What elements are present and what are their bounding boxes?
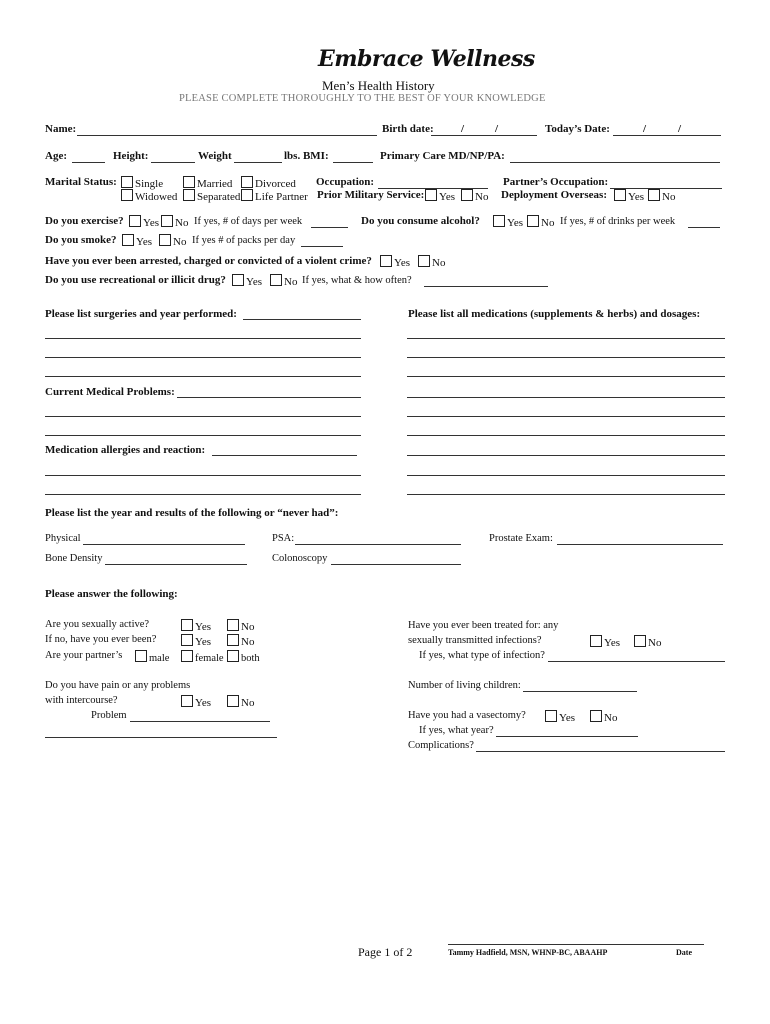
- form-subtitle: PLEASE COMPLETE THOROUGHLY TO THE BEST OF YOUR KNOWLEDGE: [179, 93, 546, 104]
- birth-date-label: Birth date:: [382, 123, 434, 135]
- surgeries-field-1[interactable]: [45, 338, 361, 339]
- vasectomy-no-checkbox[interactable]: [590, 710, 602, 722]
- medications-field-3[interactable]: [407, 376, 725, 377]
- male-label: male: [149, 653, 170, 664]
- exercise-yes-label: Yes: [143, 217, 160, 229]
- separated-option[interactable]: [183, 189, 240, 203]
- ever-no-option[interactable]: [227, 634, 254, 648]
- medications-field-5[interactable]: [407, 416, 725, 417]
- surgeries-label: Please list surgeries and year performed:: [45, 308, 237, 320]
- active-yes-option[interactable]: [181, 619, 211, 633]
- surgeries-field-2[interactable]: [45, 357, 361, 358]
- today-sep-1: /: [643, 123, 647, 135]
- arrested-no-label: No: [432, 257, 446, 269]
- sti-type-field[interactable]: [548, 661, 725, 662]
- age-field[interactable]: [72, 162, 105, 163]
- deploy-no-checkbox[interactable]: [648, 189, 660, 201]
- military-yes-label: Yes: [439, 191, 456, 203]
- widowed-checkbox[interactable]: [121, 189, 133, 201]
- smoke-yes-label: Yes: [136, 236, 153, 248]
- surgeries-field-0[interactable]: [243, 319, 361, 320]
- ever-yes-option[interactable]: [181, 634, 211, 648]
- smoke-no-checkbox[interactable]: [159, 234, 171, 246]
- drugs-often-field[interactable]: [424, 286, 548, 287]
- physical-field[interactable]: [83, 544, 245, 545]
- sexually-active-question: Are you sexually active?: [45, 619, 150, 630]
- name-field[interactable]: [77, 135, 377, 136]
- birth-date-field[interactable]: [431, 135, 537, 136]
- allergies-field-1[interactable]: [45, 475, 361, 476]
- female-checkbox[interactable]: [181, 650, 193, 662]
- today-sep-2: /: [678, 123, 682, 135]
- active-yes-checkbox[interactable]: [181, 619, 193, 631]
- drugs-yes-option[interactable]: [232, 274, 262, 288]
- logo: Embrace Wellness: [318, 46, 535, 72]
- drugs-yes-label: Yes: [246, 276, 263, 288]
- sti-question-line1: Have you ever been treated for: any: [408, 620, 559, 631]
- problem-field[interactable]: [130, 721, 270, 722]
- surgeries-field-3[interactable]: [45, 376, 361, 377]
- single-option[interactable]: [121, 176, 163, 190]
- single-label: Single: [135, 178, 164, 190]
- page-indicator: [358, 945, 412, 960]
- medications-field-2[interactable]: [407, 357, 725, 358]
- complications-label: Complications?: [408, 740, 474, 751]
- vasectomy-no-option[interactable]: [590, 710, 617, 724]
- alcohol-yes-label: Yes: [507, 217, 524, 229]
- exercise-days-label: If yes, # of days per week: [194, 216, 303, 227]
- pain-yes-option[interactable]: [181, 695, 211, 709]
- active-no-label: No: [241, 621, 255, 633]
- divorced-label: Divorced: [255, 178, 296, 190]
- sti-no-label: No: [648, 637, 662, 649]
- answer-following-label: Please answer the following:: [45, 588, 178, 600]
- exercise-question: Do you exercise?: [45, 215, 124, 227]
- medications-field-1[interactable]: [407, 338, 725, 339]
- drugs-no-checkbox[interactable]: [270, 274, 282, 286]
- deploy-yes-checkbox[interactable]: [614, 189, 626, 201]
- exercise-days-field[interactable]: [311, 227, 348, 228]
- both-option[interactable]: [227, 650, 260, 664]
- vasectomy-year-field[interactable]: [496, 736, 638, 737]
- todays-date-field[interactable]: [613, 135, 721, 136]
- partners-question: Are your partner’s: [45, 650, 123, 661]
- deploy-no-label: No: [662, 191, 676, 203]
- pain-no-option[interactable]: [227, 695, 254, 709]
- ever-no-checkbox[interactable]: [227, 634, 239, 646]
- both-checkbox[interactable]: [227, 650, 239, 662]
- page-label: Page: [358, 945, 382, 959]
- exercise-no-option[interactable]: [161, 215, 188, 229]
- primary-care-label: Primary Care MD/NP/PA:: [380, 150, 505, 162]
- smoke-yes-option[interactable]: [122, 234, 152, 248]
- smoke-no-label: No: [173, 236, 187, 248]
- prostate-label: Prostate Exam:: [489, 533, 553, 544]
- widowed-option[interactable]: [121, 189, 177, 203]
- male-option[interactable]: [135, 650, 169, 664]
- pain-no-label: No: [241, 697, 255, 709]
- todays-date-label: Today’s Date:: [545, 123, 610, 135]
- arrested-no-option[interactable]: [418, 255, 445, 269]
- arrested-yes-option[interactable]: [380, 255, 410, 269]
- page-total: 2: [406, 945, 413, 959]
- ever-been-question: If no, have you ever been?: [45, 634, 157, 645]
- pain-question-line1: Do you have pain or any problems: [45, 680, 191, 691]
- psa-field[interactable]: [295, 544, 461, 545]
- sti-no-checkbox[interactable]: [634, 635, 646, 647]
- life-partner-checkbox[interactable]: [241, 189, 253, 201]
- allergies-label: Medication allergies and reaction:: [45, 444, 206, 456]
- alcohol-yes-option[interactable]: [493, 215, 523, 229]
- married-label: Married: [197, 178, 233, 190]
- form-title: Men’s Health History: [322, 78, 435, 93]
- arrested-yes-label: Yes: [394, 257, 411, 269]
- military-no-checkbox[interactable]: [461, 189, 473, 201]
- signature-line[interactable]: [448, 944, 704, 945]
- medications-field-7[interactable]: [407, 455, 725, 456]
- medications-field-6[interactable]: [407, 435, 725, 436]
- deploy-no-option[interactable]: [648, 189, 675, 203]
- medications-field-4[interactable]: [407, 397, 725, 398]
- pain-no-checkbox[interactable]: [227, 695, 239, 707]
- date-label: Date: [676, 948, 692, 957]
- sti-question-line2: sexually transmitted infections?: [408, 635, 542, 646]
- alcohol-drinks-label: If yes, # of drinks per week: [560, 216, 676, 227]
- lbs-bmi-label: lbs. BMI:: [284, 150, 329, 162]
- weight-field[interactable]: [234, 162, 282, 163]
- drugs-no-option[interactable]: [270, 274, 297, 288]
- married-checkbox[interactable]: [183, 176, 195, 188]
- height-label: Height:: [113, 150, 149, 162]
- complications-field[interactable]: [476, 751, 725, 752]
- bone-density-field[interactable]: [105, 564, 247, 565]
- medications-field-8[interactable]: [407, 475, 725, 476]
- physical-label: Physical: [45, 533, 81, 544]
- alcohol-no-label: No: [541, 217, 555, 229]
- separated-checkbox[interactable]: [183, 189, 195, 201]
- active-no-checkbox[interactable]: [227, 619, 239, 631]
- drugs-often-label: If yes, what & how often?: [302, 275, 412, 286]
- children-field[interactable]: [523, 691, 637, 692]
- sti-no-option[interactable]: [634, 635, 661, 649]
- allergies-field-2[interactable]: [45, 494, 361, 495]
- vasectomy-question: Have you had a vasectomy?: [408, 710, 526, 721]
- married-option[interactable]: [183, 176, 232, 190]
- occupation-label: Occupation:: [316, 176, 375, 188]
- active-yes-label: Yes: [195, 621, 212, 633]
- year-results-label: Please list the year and results of the following or “never had”:: [45, 507, 339, 519]
- medications-label: Please list all medications (supplements & herbs) and dosages:: [408, 308, 701, 320]
- arrested-yes-checkbox[interactable]: [380, 255, 392, 267]
- arrested-no-checkbox[interactable]: [418, 255, 430, 267]
- age-label: Age:: [45, 150, 67, 162]
- military-yes-checkbox[interactable]: [425, 189, 437, 201]
- smoke-question: Do you smoke?: [45, 234, 117, 246]
- sti-yes-checkbox[interactable]: [590, 635, 602, 647]
- widowed-label: Widowed: [135, 191, 178, 203]
- vasectomy-no-label: No: [604, 712, 618, 724]
- drugs-no-label: No: [284, 276, 298, 288]
- pain-question-line2: with intercourse?: [45, 695, 118, 706]
- height-field[interactable]: [151, 162, 195, 163]
- problem-field-2[interactable]: [45, 737, 277, 738]
- deploy-yes-option[interactable]: [614, 189, 644, 203]
- alcohol-no-checkbox[interactable]: [527, 215, 539, 227]
- smoke-yes-checkbox[interactable]: [122, 234, 134, 246]
- pain-yes-checkbox[interactable]: [181, 695, 193, 707]
- ever-no-label: No: [241, 636, 255, 648]
- vasectomy-yes-label: Yes: [559, 712, 576, 724]
- page-number: 1: [384, 945, 391, 959]
- page-of: of: [393, 945, 404, 959]
- weight-label: Weight: [198, 150, 232, 162]
- vasectomy-year-label: If yes, what year?: [419, 725, 494, 736]
- sti-yes-option[interactable]: [590, 635, 620, 649]
- life-partner-label: Life Partner: [255, 191, 308, 203]
- bmi-field[interactable]: [333, 162, 373, 163]
- prostate-field[interactable]: [557, 544, 723, 545]
- military-yes-option[interactable]: [425, 189, 455, 203]
- name-label: Name:: [45, 123, 77, 135]
- drugs-yes-checkbox[interactable]: [232, 274, 244, 286]
- female-option[interactable]: [181, 650, 224, 664]
- divorced-option[interactable]: [241, 176, 296, 190]
- alcohol-no-option[interactable]: [527, 215, 554, 229]
- problem-label: Problem: [91, 710, 127, 721]
- ever-yes-checkbox[interactable]: [181, 634, 193, 646]
- vasectomy-yes-checkbox[interactable]: [545, 710, 557, 722]
- signature-label: Tammy Hadfield, MSN, WHNP-BC, ABAAHP: [448, 948, 608, 957]
- partners-occupation-label: Partner’s Occupation:: [503, 176, 609, 188]
- drugs-question: Do you use recreational or illicit drug?: [45, 274, 226, 286]
- primary-care-field[interactable]: [510, 162, 720, 163]
- psa-label: PSA:: [272, 533, 295, 544]
- divorced-checkbox[interactable]: [241, 176, 253, 188]
- male-checkbox[interactable]: [135, 650, 147, 662]
- military-no-label: No: [475, 191, 489, 203]
- smoke-packs-field[interactable]: [301, 246, 343, 247]
- exercise-no-label: No: [175, 217, 189, 229]
- current-problems-field-1[interactable]: [45, 416, 361, 417]
- current-problems-field-2[interactable]: [45, 435, 361, 436]
- pain-yes-label: Yes: [195, 697, 212, 709]
- active-no-option[interactable]: [227, 619, 254, 633]
- single-checkbox[interactable]: [121, 176, 133, 188]
- smoke-no-option[interactable]: [159, 234, 186, 248]
- medications-field-9[interactable]: [407, 494, 725, 495]
- sti-type-label: If yes, what type of infection?: [419, 650, 545, 661]
- bone-density-label: Bone Density: [45, 553, 103, 564]
- military-no-option[interactable]: [461, 189, 488, 203]
- birth-sep-1: /: [461, 123, 465, 135]
- alcohol-yes-checkbox[interactable]: [493, 215, 505, 227]
- arrested-question: Have you ever been arrested, charged or convicted of a violent crime?: [45, 255, 372, 267]
- allergies-field-0[interactable]: [212, 455, 357, 456]
- colonoscopy-field[interactable]: [331, 564, 461, 565]
- life-partner-option[interactable]: [241, 189, 308, 203]
- alcohol-question: Do you consume alcohol?: [361, 215, 480, 227]
- alcohol-drinks-field[interactable]: [688, 227, 720, 228]
- marital-status-label: Marital Status:: [45, 176, 117, 188]
- current-problems-label: Current Medical Problems:: [45, 386, 175, 398]
- deploy-yes-label: Yes: [628, 191, 645, 203]
- birth-sep-2: /: [495, 123, 499, 135]
- prior-military-label: Prior Military Service:: [317, 189, 425, 201]
- sti-yes-label: Yes: [604, 637, 621, 649]
- exercise-yes-checkbox[interactable]: [129, 215, 141, 227]
- colonoscopy-label: Colonoscopy: [272, 553, 328, 564]
- exercise-no-checkbox[interactable]: [161, 215, 173, 227]
- current-problems-field-0[interactable]: [177, 397, 361, 398]
- female-label: female: [195, 653, 224, 664]
- smoke-packs-label: If yes # of packs per day: [192, 235, 296, 246]
- separated-label: Separated: [197, 191, 241, 203]
- ever-yes-label: Yes: [195, 636, 212, 648]
- deployment-label: Deployment Overseas:: [501, 189, 608, 201]
- vasectomy-yes-option[interactable]: [545, 710, 575, 724]
- both-label: both: [241, 653, 260, 664]
- exercise-yes-option[interactable]: [129, 215, 159, 229]
- children-label: Number of living children:: [408, 680, 521, 691]
